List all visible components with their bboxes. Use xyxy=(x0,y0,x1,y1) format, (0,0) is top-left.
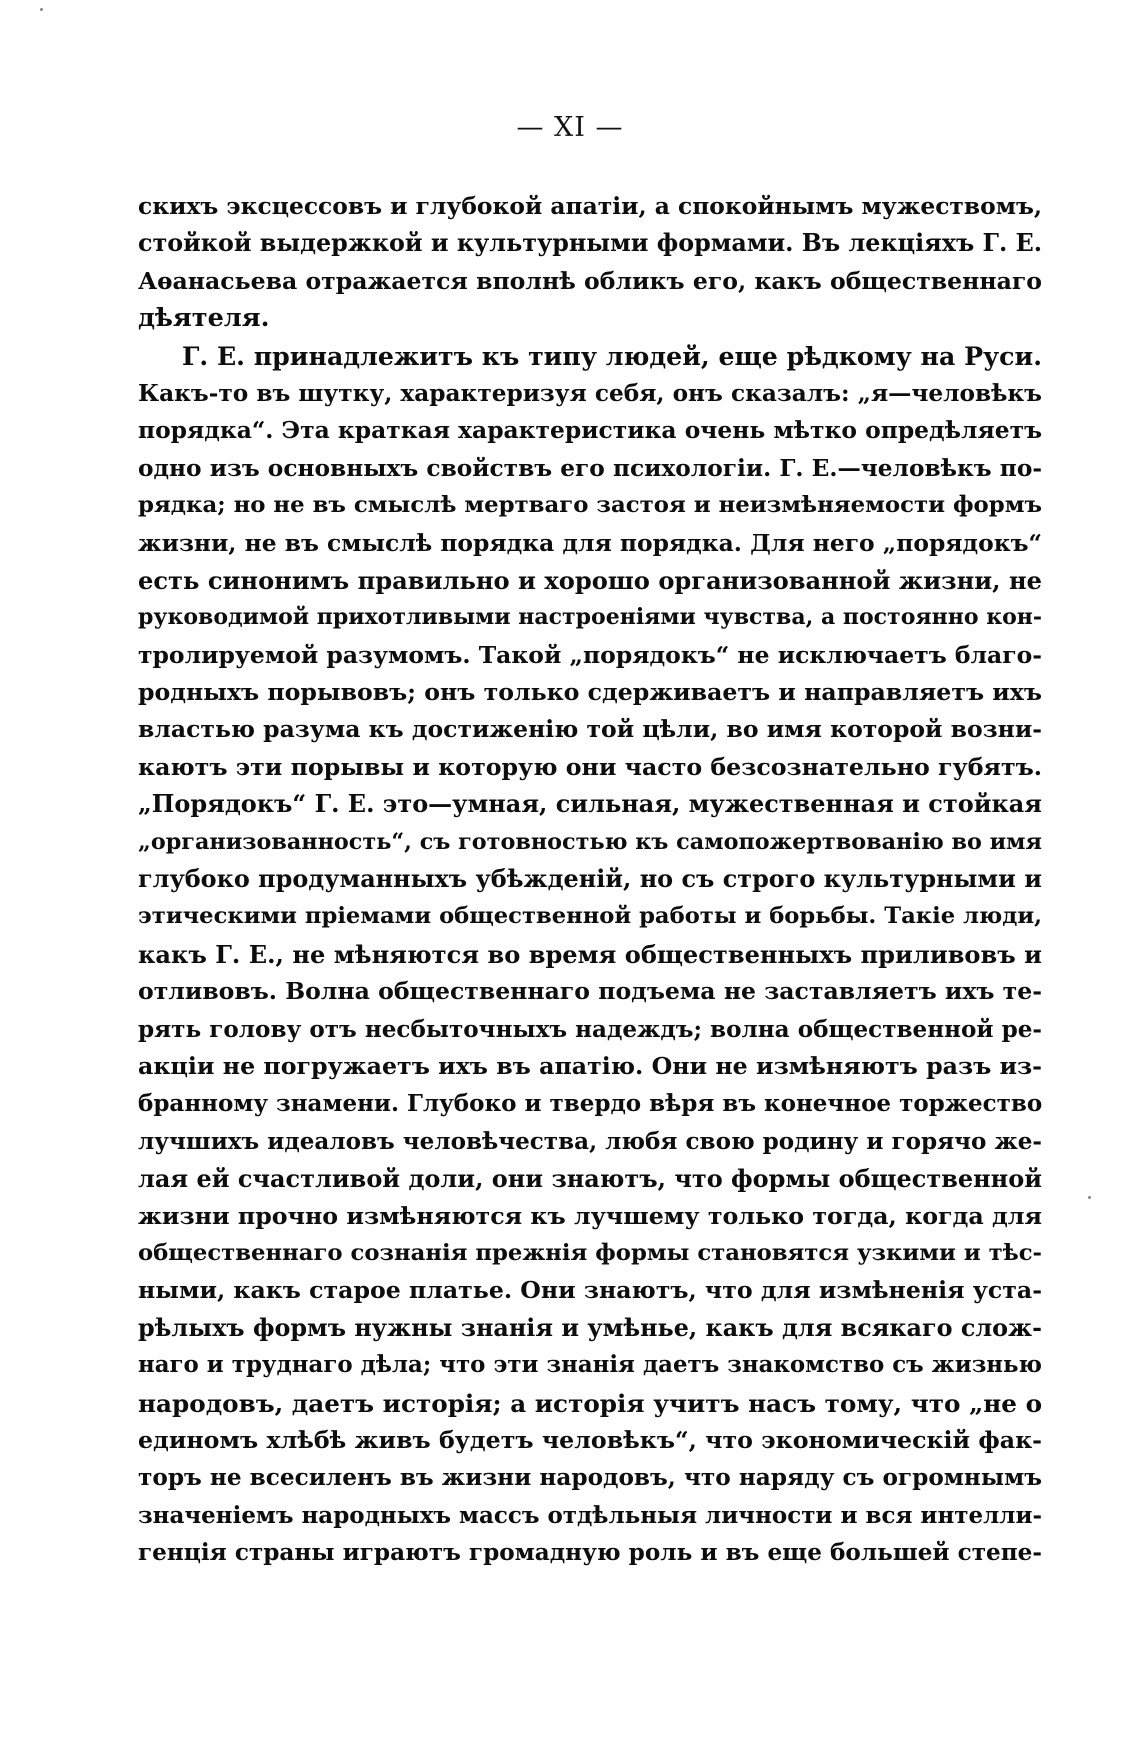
scan-speck xyxy=(1088,1196,1091,1199)
text-line: торъ не всесиленъ въ жизни народовъ, что наряду съ огромнымъ xyxy=(138,1464,1042,1492)
text-line: общественнаго сознанія прежнія формы становятся узкими и тѣс- xyxy=(138,1239,1042,1266)
text-line: значеніемъ народныхъ массъ отдѣльныя личности и вся интелли- xyxy=(138,1501,1043,1529)
text-line: „организованность“, съ готовностью къ самопожертвованію во имя xyxy=(138,828,1042,855)
text-line: ными, какъ старое платье. Они знаютъ, что для измѣненія уста- xyxy=(138,1276,1042,1305)
text-line: Какъ-то въ шутку, характеризуя себя, онъ сказалъ: „я—человѣкъ xyxy=(138,379,1042,407)
text-line: дѣятеля. xyxy=(138,303,270,334)
text-line: акціи не погружаетъ ихъ въ апатію. Они не измѣняютъ разъ из- xyxy=(138,1051,1042,1080)
text-line: есть синонимъ правильно и хорошо организованной жизни, не xyxy=(138,565,1042,595)
text-line: стойкой выдержкой и культурными формами. Въ лекціяхъ Г. Е. xyxy=(138,229,1042,258)
text-line: лучшихъ идеаловъ человѣчества, любя свою родину и горячо же- xyxy=(138,1127,1042,1155)
text-line: властью разума къ достиженію той цѣли, во имя которой возни- xyxy=(138,715,1042,744)
text-line: рѣлыхъ формъ нужны знанія и умѣнье, какъ для всякаго слож- xyxy=(138,1313,1042,1342)
text-line: лая ей счастливой доли, они знаютъ, что формы общественной xyxy=(138,1164,1042,1194)
text-line: порядка“. Эта краткая характеристика очень мѣтко опредѣляетъ xyxy=(138,416,1042,445)
page-number: — XI — xyxy=(516,112,624,143)
scan-speck xyxy=(40,8,43,11)
text-line: тролируемой разумомъ. Такой „порядокъ“ не исключаетъ благо- xyxy=(138,640,1042,669)
text-line: „Порядокъ“ Г. Е. это—умная, сильная, мужественная и стойкая xyxy=(138,790,1042,819)
text-line: каютъ эти порывы и которую они часто безсознательно губятъ. xyxy=(138,752,1042,781)
text-line: рять голову отъ несбыточныхъ надеждъ; волна общественной ре- xyxy=(138,1015,1042,1043)
body-text xyxy=(138,188,1042,1571)
text-line: руководимой прихотливыми настроеніями чувства, а постоянно кон- xyxy=(138,604,1042,631)
text-line: этическими пріемами общественной работы и борьбы. Такіе люди, xyxy=(138,903,1042,930)
text-line: жизни прочно измѣняются къ лучшему только тогда, когда для xyxy=(138,1201,1042,1230)
text-line: Г. Е. принадлежитъ къ типу людей, еще рѣдкому на Руси. xyxy=(182,340,1042,371)
text-line: народовъ, даетъ исторія; а исторія учитъ насъ тому, что „не о xyxy=(138,1388,1043,1418)
text-line: наго и труднаго дѣла; что эти знанія даетъ знакомство съ жизнью xyxy=(138,1352,1042,1379)
text-line: родныхъ порывовъ; онъ только сдерживаетъ и направляетъ ихъ xyxy=(138,678,1042,707)
text-line: какъ Г. Е., не мѣняются во время общественныхъ приливовъ и xyxy=(138,939,1042,969)
text-line: одно изъ основныхъ свойствъ его психологіи. Г. Е.—человѣкъ по- xyxy=(138,454,1042,482)
text-line: бранному знамени. Глубоко и твердо вѣря въ конечное торжество xyxy=(138,1090,1043,1118)
text-line: генція страны играютъ громадную роль и въ еще большей степе- xyxy=(138,1539,1042,1567)
text-line: отливовъ. Волна общественнаго подъема не заставляетъ ихъ те- xyxy=(138,977,1042,1006)
text-line: скихъ эксцессовъ и глубокой апатіи, а спокойнымъ мужествомъ, xyxy=(138,192,1043,220)
text-line: единомъ хлѣбѣ живъ будетъ человѣкъ“, что экономическій фак- xyxy=(138,1425,1042,1454)
text-line: жизни, не въ смыслѣ порядка для порядка. Для него „порядокъ“ xyxy=(138,528,1042,557)
text-line: Аѳанасьева отражается вполнѣ обликъ его, какъ общественнаго xyxy=(138,266,1042,295)
text-line: рядка; но не въ смыслѣ мертваго застоя и неизмѣняемости формъ xyxy=(138,492,1042,519)
text-line: глубоко продуманныхъ убѣжденій, но съ строго культурными и xyxy=(138,865,1042,894)
